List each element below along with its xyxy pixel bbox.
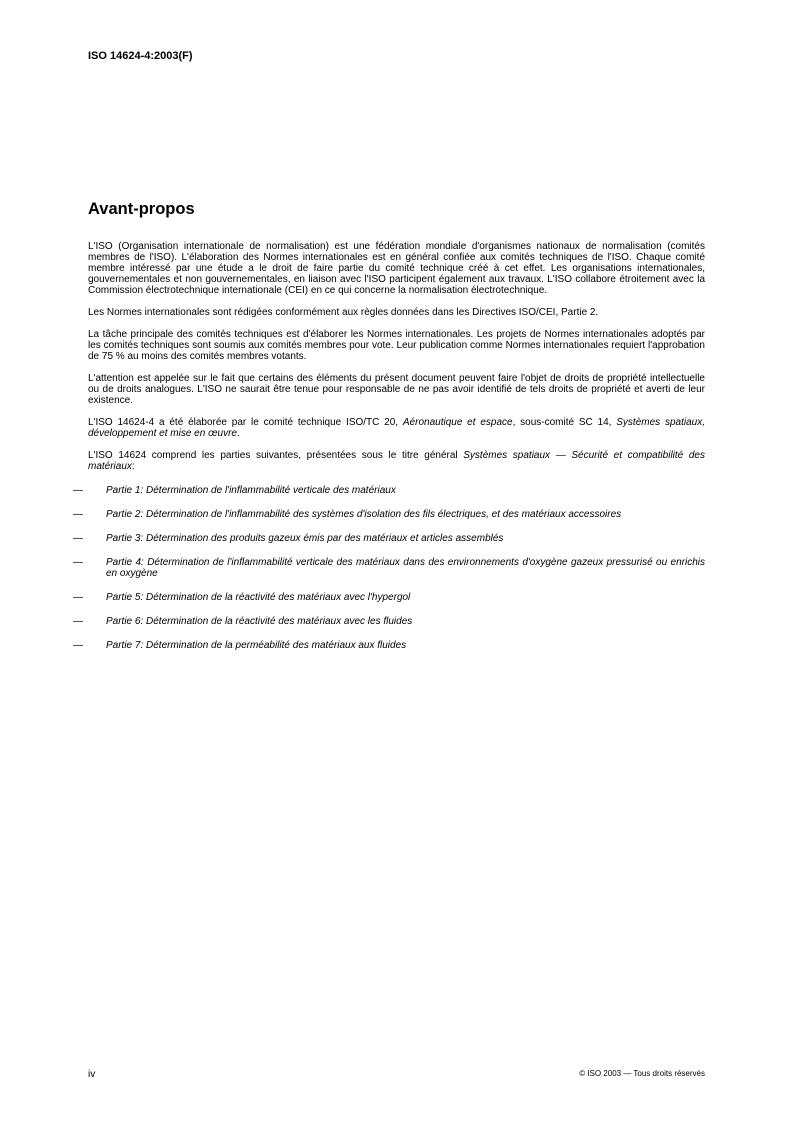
paragraph: Les Normes internationales sont rédigées conformément aux règles données dans les Directives ISO/CEI, Partie 2. [88,307,599,318]
paragraph [88,417,705,439]
list-item [73,640,705,651]
text-italic: Systèmes spatiaux — Sécurité et compatibilité des matériaux [88,450,705,472]
list-item-text: Partie 3: Détermination des produits gazeux émis par des matériaux et articles assemblés [106,533,504,544]
list-item-text: Partie 1: Détermination de l'inflammabilité verticale des matériaux [106,485,396,496]
list-item [73,509,705,520]
list-item-text: Partie 5: Détermination de la réactivité des matériaux avec l'hypergol [106,592,411,603]
list-item-text: Partie 4: Détermination de l'inflammabilité verticale des matériaux dans des environnements d'oxygène gazeux pressurisé ou enrichis en oxygène [106,557,705,579]
page-number: iv [88,1069,96,1080]
list-item [73,592,705,603]
list-item [73,616,705,627]
page-title: Avant-propos [88,200,195,218]
dash-bullet: — [73,557,83,568]
text-italic: Systèmes spatiaux, développement et mise en œuvre [88,417,705,439]
list-item [73,485,705,496]
paragraph [88,450,705,472]
text: : [131,461,135,472]
list-item-text: Partie 7: Détermination de la perméabilité des matériaux aux fluides [106,640,407,651]
text: L'ISO 14624-4 a été élaborée par le comité technique ISO/TC 20, [88,417,403,428]
dash-bullet: — [73,616,83,627]
dash-bullet: — [73,485,83,496]
text: , sous-comité SC 14, [512,417,617,428]
text: L'ISO 14624 comprend les parties suivantes, présentées sous le titre général [88,450,464,461]
copyright-notice: © ISO 2003 — Tous droits réservés [579,1069,705,1078]
dash-bullet: — [73,533,83,544]
dash-bullet: — [73,509,83,520]
text: . [236,428,240,439]
document-header: ISO 14624-4:2003(F) [88,50,193,62]
dash-bullet: — [73,640,83,651]
paragraph: La tâche principale des comités techniques est d'élaborer les Normes internationales. Les projets de Normes internationales adoptés par les comités techniques sont soumis aux comités membres pour vote. Leur publication comme Normes internationales requiert l'approbation de 75 % au moins des comités membres votants. [88,329,705,362]
list-item-text: Partie 6: Détermination de la réactivité des matériaux avec les fluides [106,616,413,627]
list-item-text: Partie 2: Détermination de l'inflammabilité des systèmes d'isolation des fils électriques, et des matériaux accessoires [106,509,622,520]
document-body [73,241,705,664]
parts-list [73,485,705,651]
paragraph: L'attention est appelée sur le fait que certains des éléments du présent document peuvent faire l'objet de droits de propriété intellectuelle ou de droits analogues. L'ISO ne saurait être tenue pour responsable de ne pas avoir identifié de tels droits de propriété et averti de leur existence. [88,373,705,406]
list-item [73,557,705,579]
list-item [73,533,705,544]
text-italic: Aéronautique et espace [402,417,513,428]
dash-bullet: — [73,592,83,603]
paragraph: L'ISO (Organisation internationale de normalisation) est une fédération mondiale d'organismes nationaux de normalisation (comités membres de l'ISO). L'élaboration des Normes internationales est en général confiée aux comités techniques de l'ISO. Chaque comité membre intéressé par une étude a le droit de faire partie du comité technique créé à cet effet. Les organisations internationales, gouvernementales et non gouvernementales, en liaison avec l'ISO participent également aux travaux. L'ISO collabore étroitement avec la Commission électrotechnique internationale (CEI) en ce qui concerne la normalisation électrotechnique. [88,241,705,296]
